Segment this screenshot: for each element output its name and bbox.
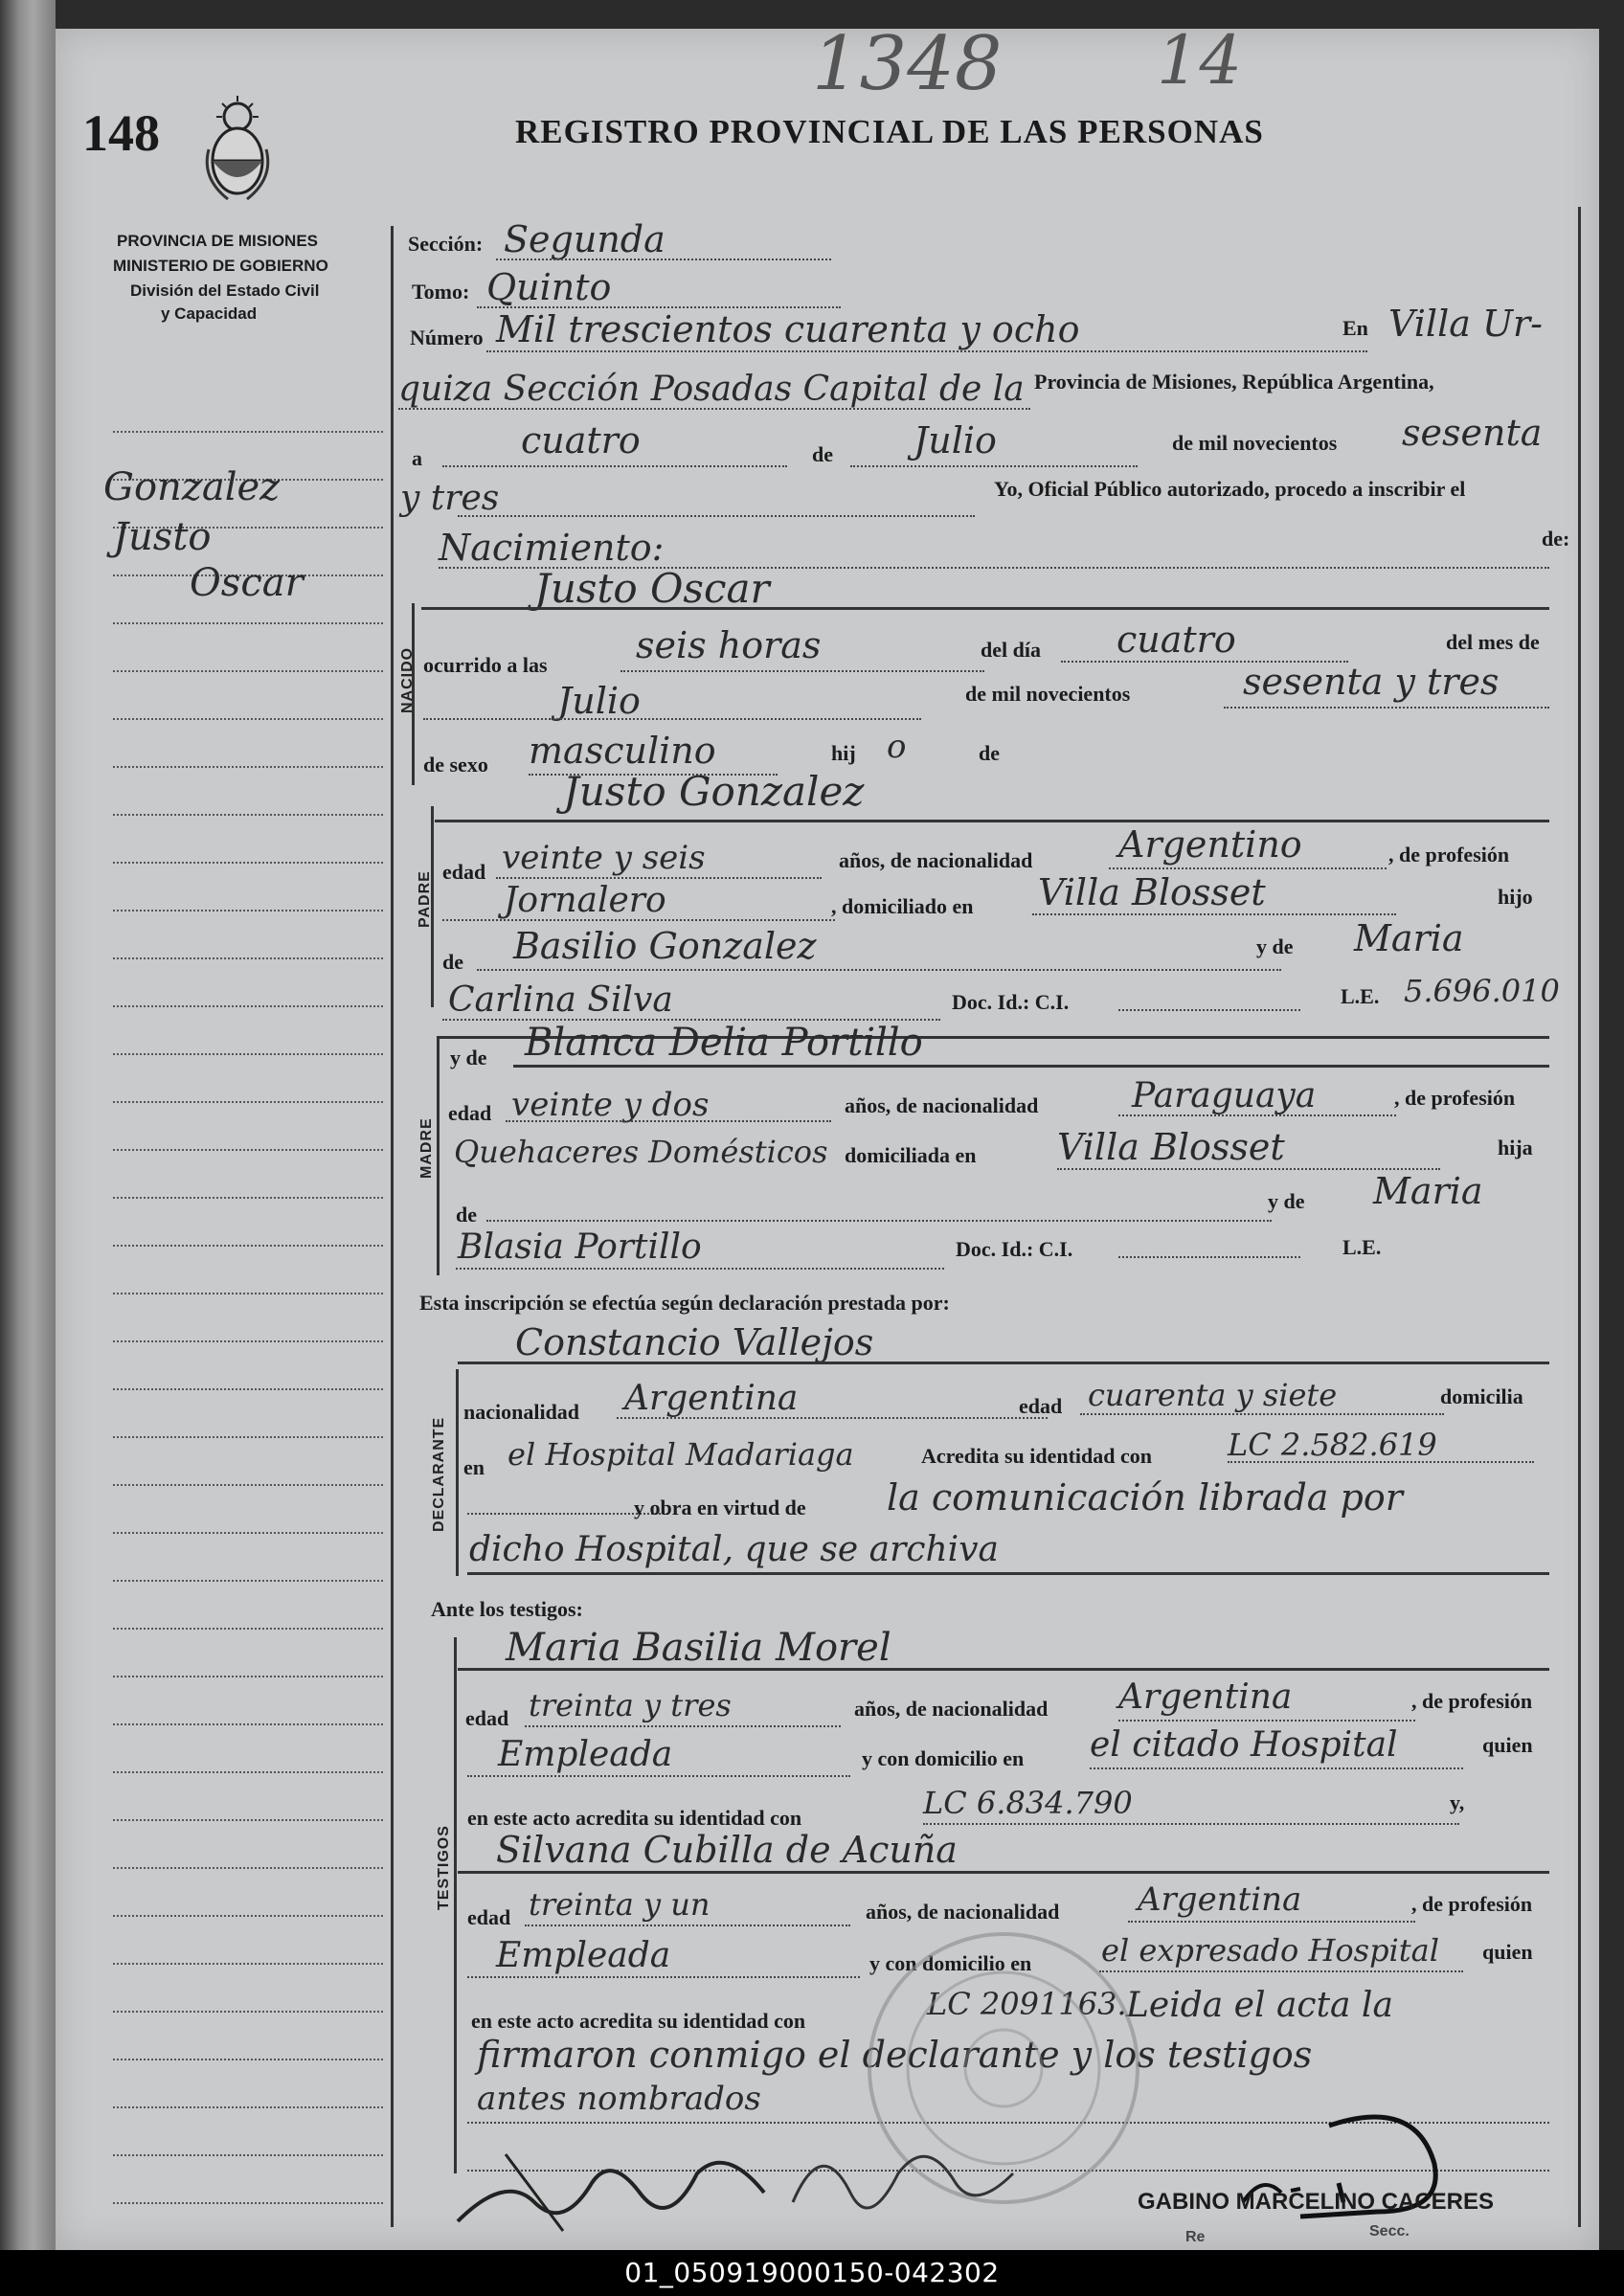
value-t2-id: LC 2091163.	[927, 1986, 1127, 2022]
label-en: En	[1342, 316, 1368, 340]
form-right-border	[1578, 207, 1581, 2227]
value-decl-en: el Hospital Madariaga	[508, 1436, 854, 1473]
section-label-declarante: DECLARANTE	[431, 1416, 447, 1532]
value-t1-edad: treinta y tres	[529, 1687, 732, 1723]
page-number: 148	[82, 104, 160, 162]
official-title: Secc.	[1369, 2223, 1410, 2240]
label-del-dia: del día	[981, 638, 1041, 662]
label-de-mil-2: de mil novecientos	[965, 682, 1131, 706]
value-padre-nac: Argentino	[1118, 823, 1302, 866]
dotline	[1032, 913, 1396, 915]
value-firmaron: firmaron conmigo el declarante y los testigos	[477, 2034, 1313, 2076]
rule	[421, 607, 1549, 610]
label-t1-prof: , de profesión	[1411, 1689, 1533, 1713]
value-tipo-acta: Nacimiento:	[439, 527, 665, 569]
margin-dotted-line	[113, 1245, 383, 1247]
value-antes-nombrados: antes nombrados	[477, 2080, 761, 2118]
dotline	[525, 1925, 850, 1926]
label-t1-dom: y con domicilio en	[862, 1746, 1025, 1770]
margin-first-name: Justo	[113, 515, 212, 559]
book-binding	[0, 0, 56, 2250]
margin-dotted-line	[113, 1005, 383, 1007]
official-title-prefix: Re	[1185, 2229, 1206, 2245]
value-mes: Julio	[914, 419, 997, 461]
label-t2-anios: años, de nacionalidad	[866, 1900, 1060, 1924]
label-madre-doc: Doc. Id.: C.I.	[956, 1237, 1073, 1261]
label-t1-acredita: en este acto acredita su identidad con	[467, 1806, 802, 1830]
dotline	[1090, 1767, 1463, 1769]
value-padre-padre: Basilio Gonzalez	[513, 925, 817, 967]
margin-dotted-line	[113, 1819, 383, 1821]
rule	[435, 820, 1549, 822]
section-label-testigos: TESTIGOS	[436, 1825, 452, 1910]
label-decl-en: en	[463, 1455, 485, 1479]
dotline	[1118, 1256, 1300, 1258]
label-de-2: de	[979, 741, 1000, 765]
value-t2-prof: Empleada	[496, 1936, 671, 1975]
label-madre-le: L.E.	[1342, 1235, 1382, 1259]
value-madre-madre: Blasia Portillo	[458, 1227, 702, 1267]
label-padre-edad: edad	[442, 860, 486, 884]
label-decl-acredita: Acredita su identidad con	[921, 1444, 1153, 1468]
dotline	[1224, 707, 1549, 709]
margin-dotted-line	[113, 1532, 383, 1534]
margin-dotted-line	[113, 2106, 383, 2108]
dotline	[477, 969, 1281, 971]
section-border	[437, 1036, 440, 1275]
document-id-footer: 01_050919000150-042302	[0, 2250, 1624, 2296]
rule	[458, 1362, 1549, 1364]
label-madre-y-de-2: y de	[1268, 1189, 1305, 1213]
margin-middle-name: Oscar	[190, 561, 304, 605]
dotline	[467, 1976, 860, 1978]
label-padre-dom: , domiciliado en	[831, 894, 974, 918]
dotline	[1128, 1921, 1415, 1923]
label-madre-y-de: y de	[450, 1046, 487, 1069]
dotline	[423, 718, 921, 720]
margin-dotted-line	[113, 1963, 383, 1965]
dotline	[506, 1120, 831, 1122]
label-tomo: Tomo:	[412, 280, 470, 304]
margin-dotted-line	[113, 1436, 383, 1438]
dotline	[617, 1417, 1048, 1419]
dotline	[850, 465, 1138, 467]
value-decl-edad: cuarenta y siete	[1088, 1377, 1338, 1413]
value-madre-nac: Paraguaya	[1132, 1076, 1317, 1115]
value-seccion: Segunda	[504, 218, 665, 260]
label-padre-le: L.E.	[1341, 984, 1380, 1008]
label-hij: hij	[831, 741, 856, 765]
value-madre-y-de: Maria	[1373, 1170, 1483, 1212]
value-testigo1: Maria Basilia Morel	[506, 1626, 891, 1670]
rule	[458, 1668, 1549, 1671]
value-padre-le: 5.696.010	[1404, 973, 1560, 1009]
signature-testigo-1	[783, 2116, 1032, 2240]
label-padre-doc: Doc. Id.: C.I.	[952, 990, 1070, 1014]
value-nombre: Justo Oscar	[534, 565, 770, 612]
margin-dotted-line	[113, 1628, 383, 1630]
label-t2-quien: quien	[1482, 1940, 1533, 1964]
label-sexo: de sexo	[423, 753, 488, 777]
register-page	[56, 21, 1599, 2250]
value-lugar-cont: quiza Sección Posadas Capital de la	[398, 370, 1025, 409]
value-anio-2: sesenta y tres	[1243, 661, 1500, 703]
dotline	[442, 919, 835, 921]
label-t2-acredita: en este acto acredita su identidad con	[471, 2009, 806, 2033]
margin-dotted-line	[113, 1915, 383, 1917]
label-del-mes: del mes de	[1446, 630, 1540, 654]
margin-dotted-line	[113, 1771, 383, 1773]
dotline	[620, 670, 984, 672]
margin-dotted-line	[113, 1723, 383, 1725]
margin-dotted-line	[113, 2011, 383, 2013]
office-line-1: PROVINCIA DE MISIONES	[117, 232, 319, 250]
label-yo: Yo, Oficial Público autorizado, procedo a inscribir el	[994, 477, 1466, 501]
margin-dotted-line	[113, 2154, 383, 2156]
dotline	[1099, 1970, 1463, 1972]
margin-dotted-line	[113, 1580, 383, 1582]
value-madre: Blanca Delia Portillo	[525, 1021, 923, 1065]
rule	[458, 1871, 1549, 1874]
value-padre-madre: Carlina Silva	[448, 980, 673, 1020]
handwritten-registry-number: 1348	[812, 21, 1003, 107]
label-padre-anios: años, de nacionalidad	[839, 848, 1033, 872]
value-t1-id: LC 6.834.790	[923, 1785, 1133, 1821]
value-padre-edad: veinte y seis	[502, 839, 706, 877]
label-padre-hijo: hijo	[1498, 885, 1533, 909]
dotline	[398, 408, 1030, 410]
signature-declarante	[448, 2116, 793, 2250]
margin-dotted-line	[113, 622, 383, 624]
value-testigo2: Silvana Cubilla de Acuña	[496, 1829, 958, 1871]
label-a: a	[412, 446, 422, 470]
dotline	[496, 259, 831, 260]
value-madre-prof: Quehaceres Domésticos	[454, 1134, 828, 1170]
dotline	[1080, 1413, 1444, 1415]
margin-dotted-line	[113, 1101, 383, 1103]
label-inscripcion: Esta inscripción se efectúa según declaración prestada por:	[419, 1291, 950, 1315]
margin-dotted-line	[113, 1293, 383, 1294]
section-label-madre: MADRE	[418, 1117, 435, 1179]
value-numero: Mil trescientos cuarenta y ocho	[496, 308, 1080, 350]
value-padre-prof: Jornalero	[504, 881, 666, 920]
label-de-colon: de:	[1542, 527, 1570, 551]
margin-dotted-line	[113, 766, 383, 768]
value-horas: seis horas	[636, 624, 822, 666]
office-line-4: y Capacidad	[161, 304, 258, 323]
dotline	[1109, 867, 1387, 869]
margin-dotted-line	[113, 1149, 383, 1151]
value-anio: sesenta	[1402, 412, 1543, 454]
value-dia-2: cuatro	[1116, 619, 1236, 661]
value-decl-id: LC 2.582.619	[1228, 1427, 1437, 1463]
value-decl-nac: Argentina	[624, 1379, 799, 1418]
value-anio-cont: y tres	[400, 479, 500, 518]
page-title: REGISTRO PROVINCIAL DE LAS PERSONAS	[515, 113, 1264, 150]
margin-dotted-line	[113, 2202, 383, 2204]
dotline	[525, 1725, 841, 1727]
dotline	[442, 465, 787, 467]
label-numero: Número	[410, 326, 484, 349]
dotline	[467, 1775, 850, 1777]
label-t2-dom: y con domicilio en	[869, 1951, 1032, 1975]
margin-surname: Gonzalez	[103, 465, 281, 509]
label-de-mil: de mil novecientos	[1172, 431, 1338, 455]
margin-dotted-line	[113, 1867, 383, 1869]
label-t1-edad: edad	[465, 1706, 509, 1730]
margin-dotted-line	[113, 1197, 383, 1199]
label-padre-prof: , de profesión	[1388, 843, 1510, 867]
margin-dotted-line	[113, 2059, 383, 2060]
margin-dotted-line	[113, 1484, 383, 1486]
margin-dotted-line	[113, 718, 383, 720]
label-madre-edad: edad	[448, 1101, 492, 1125]
margin-dotted-line	[113, 431, 383, 433]
label-t1-quien: quien	[1482, 1733, 1533, 1757]
value-t2-nac: Argentina	[1138, 1880, 1302, 1919]
label-ocurrido: ocurrido a las	[423, 653, 548, 677]
margin-dotted-line	[113, 957, 383, 959]
label-t1-anios: años, de nacionalidad	[854, 1697, 1049, 1721]
label-decl-edad: edad	[1019, 1394, 1063, 1418]
dotline	[486, 1220, 1272, 1222]
label-decl-obra: y obra en virtud de	[634, 1496, 806, 1519]
value-lugar: Villa Ur-	[1388, 303, 1543, 345]
value-hij-suffix: o	[887, 728, 907, 766]
margin-dotted-line	[113, 814, 383, 816]
value-madre-edad: veinte y dos	[511, 1086, 710, 1124]
margin-dotted-line	[113, 910, 383, 912]
handwritten-annotation: 14	[1157, 21, 1243, 100]
section-label-padre: PADRE	[417, 870, 433, 928]
value-t2-edad: treinta y un	[529, 1886, 710, 1923]
section-border	[454, 1637, 457, 2173]
official-name: GABINO MARCELINO CACERES	[1138, 2189, 1495, 2215]
label-madre-de: de	[456, 1203, 477, 1227]
label-madre-prof: , de profesión	[1394, 1086, 1516, 1110]
rule	[513, 1065, 1549, 1068]
dotline	[456, 1268, 944, 1270]
form-left-border	[391, 226, 394, 2227]
value-t2-leida: Leida el acta la	[1126, 1986, 1393, 2025]
dotline	[1228, 1461, 1534, 1463]
margin-dotted-line	[113, 670, 383, 672]
dotline	[458, 515, 975, 517]
margin-dotted-line	[113, 1388, 383, 1390]
label-padre-y-de: y de	[1256, 934, 1294, 958]
dotline	[486, 350, 1367, 352]
label-t2-prof: , de profesión	[1411, 1892, 1533, 1916]
value-t2-dom: el expresado Hospital	[1101, 1932, 1439, 1969]
label-seccion: Sección:	[408, 232, 484, 256]
value-dia: cuatro	[521, 419, 641, 461]
label-t1-y: y,	[1450, 1790, 1465, 1814]
value-padre: Justo Gonzalez	[563, 768, 865, 815]
value-decl-obra: la comunicación librada por	[887, 1476, 1403, 1519]
margin-dotted-line	[113, 1340, 383, 1342]
dotline	[1118, 1720, 1415, 1722]
value-padre-dom: Villa Blosset	[1038, 871, 1266, 913]
value-madre-dom: Villa Blosset	[1057, 1126, 1285, 1168]
margin-dotted-line	[113, 862, 383, 864]
label-provincia: Provincia de Misiones, República Argentina,	[1034, 370, 1434, 394]
value-t1-nac: Argentina	[1118, 1677, 1293, 1717]
dotline	[496, 877, 822, 879]
label-madre-dom: domiciliada en	[845, 1143, 977, 1167]
dotline	[1118, 1114, 1396, 1116]
value-decl-obra-cont: dicho Hospital, que se archiva	[469, 1530, 999, 1569]
office-line-2: MINISTERIO DE GOBIERNO	[113, 257, 328, 275]
section-label-nacido: NACIDO	[399, 646, 416, 713]
value-tomo: Quinto	[486, 266, 612, 308]
label-de: de	[812, 442, 833, 466]
coat-of-arms-icon	[199, 92, 276, 207]
value-padre-y-de: Maria	[1354, 917, 1464, 959]
label-padre-de: de	[442, 950, 463, 974]
office-line-3: División del Estado Civil	[130, 281, 320, 300]
margin-dotted-line	[113, 1676, 383, 1677]
value-t1-prof: Empleada	[498, 1735, 673, 1774]
label-madre-anios: años, de nacionalidad	[845, 1093, 1039, 1117]
value-sexo: masculino	[529, 730, 716, 772]
section-border	[456, 1369, 459, 1576]
label-decl-domicilia: domicilia	[1440, 1384, 1523, 1408]
label-ante-testigos: Ante los testigos:	[431, 1597, 583, 1621]
dotline	[1118, 1009, 1300, 1011]
rule	[467, 1572, 1549, 1575]
dotline	[923, 1823, 1459, 1825]
label-decl-nac: nacionalidad	[463, 1400, 580, 1424]
value-t1-dom: el citado Hospital	[1090, 1725, 1398, 1765]
label-t2-edad: edad	[467, 1905, 511, 1929]
margin-dotted-line	[113, 1053, 383, 1055]
label-madre-hija: hija	[1498, 1136, 1533, 1159]
value-mes-2: Julio	[557, 680, 641, 722]
value-declarante: Constancio Vallejos	[515, 1321, 874, 1363]
